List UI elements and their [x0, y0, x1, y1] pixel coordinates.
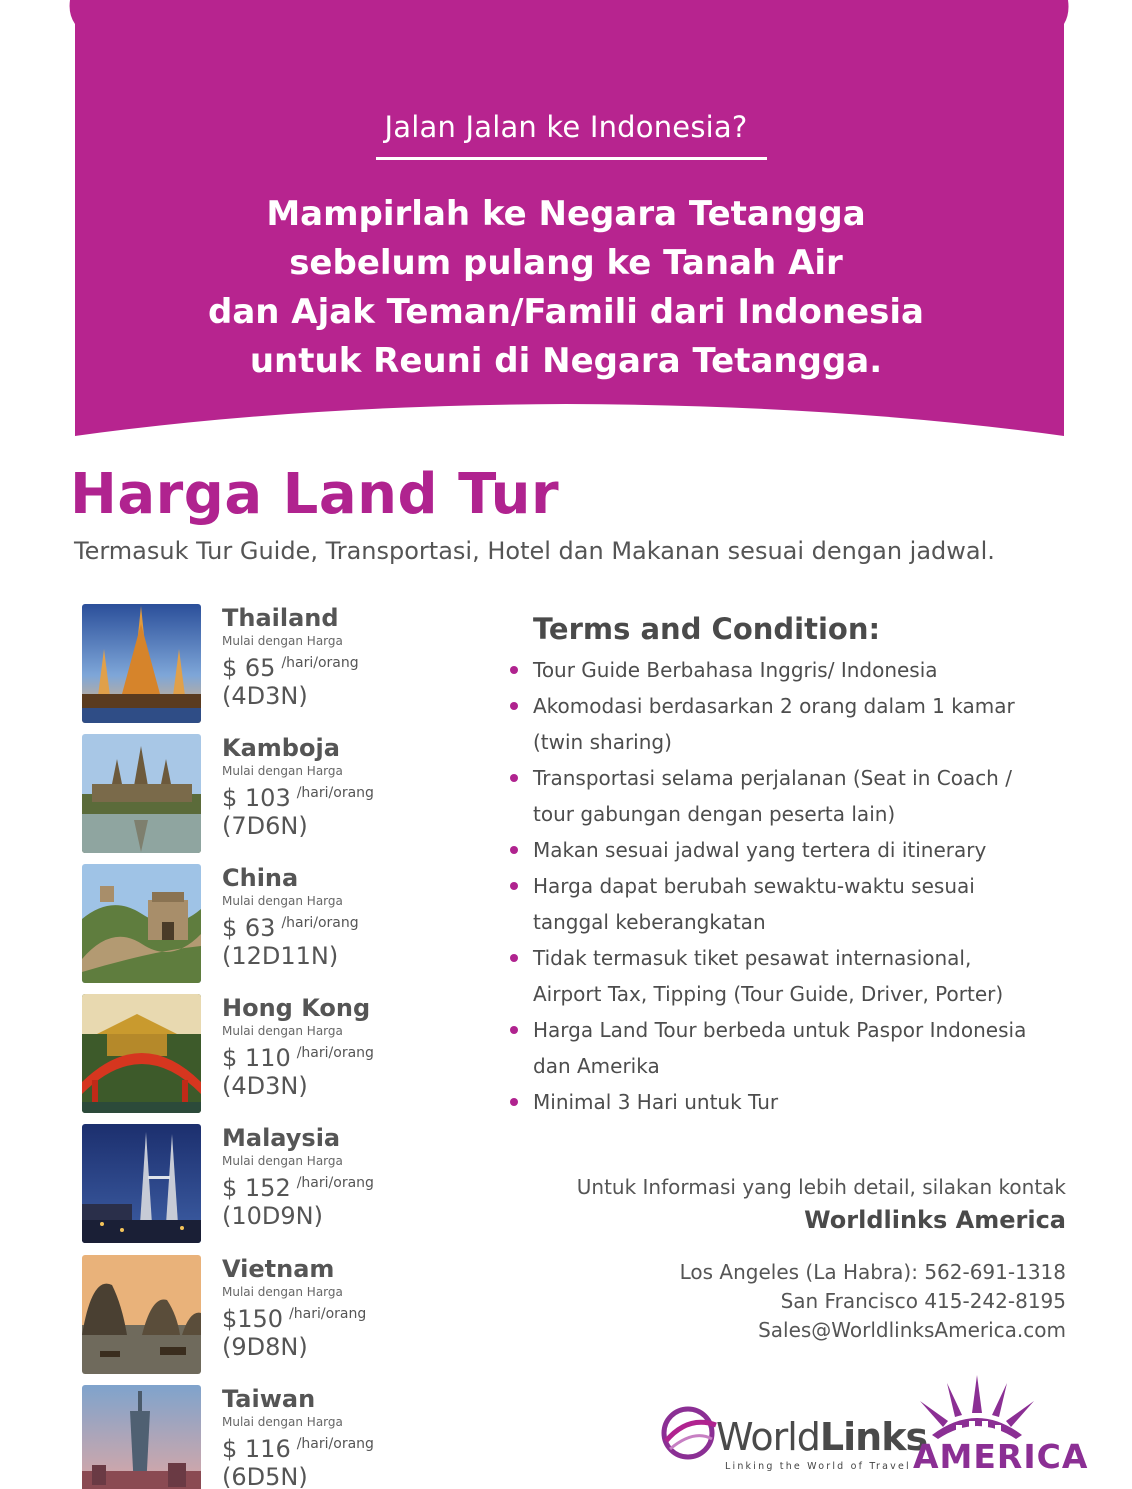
- terms-item: [508, 1084, 1068, 1120]
- destination-caption: Mulai dengan Harga: [222, 894, 343, 908]
- destination-name: Thailand: [222, 604, 339, 632]
- terms-item-text: Akomodasi berdasarkan 2 orang dalam 1 kamar: [533, 694, 1015, 718]
- destination-duration: (4D3N): [222, 1072, 308, 1100]
- price-value: $ 65: [222, 654, 276, 682]
- banner-headline: [0, 190, 1132, 386]
- price-value: $ 152: [222, 1174, 291, 1202]
- logo-wordmark: [716, 1415, 927, 1459]
- destination-price: [222, 1174, 374, 1202]
- destination-china: [82, 864, 482, 984]
- logo-word-light: World: [716, 1415, 820, 1459]
- destination-price: [222, 784, 374, 812]
- destination-name: China: [222, 864, 299, 892]
- destination-duration: (7D6N): [222, 812, 308, 840]
- price-unit: /hari/orang: [289, 1306, 367, 1322]
- terms-item: [508, 832, 1068, 868]
- hong-kong-pavilion-photo: [82, 994, 201, 1113]
- price-unit: /hari/orang: [281, 915, 359, 931]
- destination-price: [222, 654, 359, 682]
- contact-company: Worldlinks America: [804, 1206, 1066, 1234]
- logo-tagline: Linking the World of Travel: [725, 1461, 911, 1472]
- destination-hong-kong: [82, 994, 482, 1114]
- bullet-dot-icon: [510, 774, 518, 782]
- terms-item-text: Makan sesuai jadwal yang tertera di itinerary: [533, 838, 987, 862]
- terms-item-text: Airport Tax, Tipping (Tour Guide, Driver, Porter): [533, 982, 1004, 1006]
- bullet-dot-icon: [510, 666, 518, 674]
- destination-duration: (9D8N): [222, 1333, 308, 1361]
- bullet-dot-icon: [510, 702, 518, 710]
- price-unit: /hari/orang: [296, 1436, 374, 1452]
- headline-line: sebelum pulang ke Tanah Air: [289, 243, 843, 283]
- destination-caption: Mulai dengan Harga: [222, 634, 343, 648]
- globe-swirl-icon: [660, 1405, 720, 1463]
- terms-item-text: Harga dapat berubah sewaktu-waktu sesuai: [533, 874, 975, 898]
- terms-title: Terms and Condition:: [533, 612, 881, 646]
- headline-line: Mampirlah ke Negara Tetangga: [266, 194, 866, 234]
- destination-price: [222, 1305, 366, 1333]
- destination-price: [222, 1435, 374, 1463]
- thailand-temple-photo: [82, 604, 201, 723]
- contact-phone-sf[interactable]: San Francisco 415-242-8195: [780, 1289, 1066, 1313]
- destination-price: [222, 914, 359, 942]
- price-unit: /hari/orang: [296, 785, 374, 801]
- destination-name: Vietnam: [222, 1255, 335, 1283]
- terms-item-text: dan Amerika: [533, 1054, 660, 1078]
- taipei-101-photo: [82, 1385, 201, 1489]
- worldlinks-america-logo: [660, 1375, 1089, 1487]
- destination-thailand: [82, 604, 482, 724]
- destination-taiwan: [82, 1385, 482, 1489]
- bullet-dot-icon: [510, 1098, 518, 1106]
- destination-caption: Mulai dengan Harga: [222, 1285, 343, 1299]
- contact-email-link[interactable]: Sales@WorldlinksAmerica.com: [758, 1318, 1066, 1342]
- price-value: $150: [222, 1305, 284, 1333]
- price-value: $ 110: [222, 1044, 291, 1072]
- destination-name: Hong Kong: [222, 994, 371, 1022]
- destination-caption: Mulai dengan Harga: [222, 764, 343, 778]
- price-unit: /hari/orang: [281, 655, 359, 671]
- terms-list: [508, 652, 1068, 1120]
- destination-name: Malaysia: [222, 1124, 341, 1152]
- terms-item: [508, 1012, 1068, 1084]
- destination-kamboja: [82, 734, 482, 854]
- ha-long-bay-photo: [82, 1255, 201, 1374]
- statue-of-liberty-crown-icon: [912, 1375, 1042, 1441]
- destination-name: Taiwan: [222, 1385, 316, 1413]
- destination-vietnam: [82, 1255, 482, 1375]
- terms-item-text: Transportasi selama perjalanan (Seat in Coach /: [533, 766, 1012, 790]
- bullet-dot-icon: [510, 882, 518, 890]
- terms-item-text: Harga Land Tour berbeda untuk Paspor Indonesia: [533, 1018, 1027, 1042]
- contact-phone-la[interactable]: Los Angeles (La Habra): 562-691-1318: [679, 1260, 1066, 1284]
- price-value: $ 103: [222, 784, 291, 812]
- destination-caption: Mulai dengan Harga: [222, 1415, 343, 1429]
- destination-caption: Mulai dengan Harga: [222, 1024, 343, 1038]
- terms-item: [508, 688, 1068, 760]
- price-unit: /hari/orang: [296, 1175, 374, 1191]
- great-wall-photo: [82, 864, 201, 983]
- destination-caption: Mulai dengan Harga: [222, 1154, 343, 1168]
- price-value: $ 116: [222, 1435, 291, 1463]
- destination-malaysia: [82, 1124, 482, 1244]
- page-subtitle: Termasuk Tur Guide, Transportasi, Hotel dan Makanan sesuai dengan jadwal.: [74, 537, 995, 565]
- tagline-underline: [376, 157, 767, 160]
- page-title: Harga Land Tur: [70, 462, 560, 527]
- headline-line: dan Ajak Teman/Famili dari Indonesia: [207, 292, 924, 332]
- contact-intro: Untuk Informasi yang lebih detail, silakan kontak: [576, 1175, 1066, 1199]
- terms-item: [508, 940, 1068, 1012]
- destination-duration: (10D9N): [222, 1202, 323, 1230]
- headline-line: untuk Reuni di Negara Tetangga.: [249, 341, 883, 381]
- angkor-wat-photo: [82, 734, 201, 853]
- terms-item: [508, 868, 1068, 940]
- destination-duration: (12D11N): [222, 942, 339, 970]
- terms-item: [508, 760, 1068, 832]
- destination-duration: (4D3N): [222, 682, 308, 710]
- price-unit: /hari/orang: [296, 1045, 374, 1061]
- banner-tagline: Jalan Jalan ke Indonesia?: [384, 110, 748, 144]
- destination-duration: (6D5N): [222, 1463, 308, 1489]
- terms-item-text: tanggal keberangkatan: [533, 910, 766, 934]
- destination-name: Kamboja: [222, 734, 340, 762]
- petronas-towers-photo: [82, 1124, 201, 1243]
- bullet-dot-icon: [510, 1026, 518, 1034]
- bullet-dot-icon: [510, 846, 518, 854]
- terms-item: [508, 652, 1068, 688]
- terms-item-text: Minimal 3 Hari untuk Tur: [533, 1090, 779, 1114]
- destination-price: [222, 1044, 374, 1072]
- bullet-dot-icon: [510, 954, 518, 962]
- terms-item-text: Tour Guide Berbahasa Inggris/ Indonesia: [533, 658, 938, 682]
- terms-item-text: Tidak termasuk tiket pesawat internasional,: [533, 946, 972, 970]
- logo-america: AMERICA: [913, 1437, 1089, 1476]
- price-value: $ 63: [222, 914, 276, 942]
- logo-word-bold: Links: [819, 1415, 928, 1459]
- contact-block: [577, 1172, 1066, 1345]
- terms-item-text: tour gabungan dengan peserta lain): [533, 802, 896, 826]
- terms-item-text: (twin sharing): [533, 730, 672, 754]
